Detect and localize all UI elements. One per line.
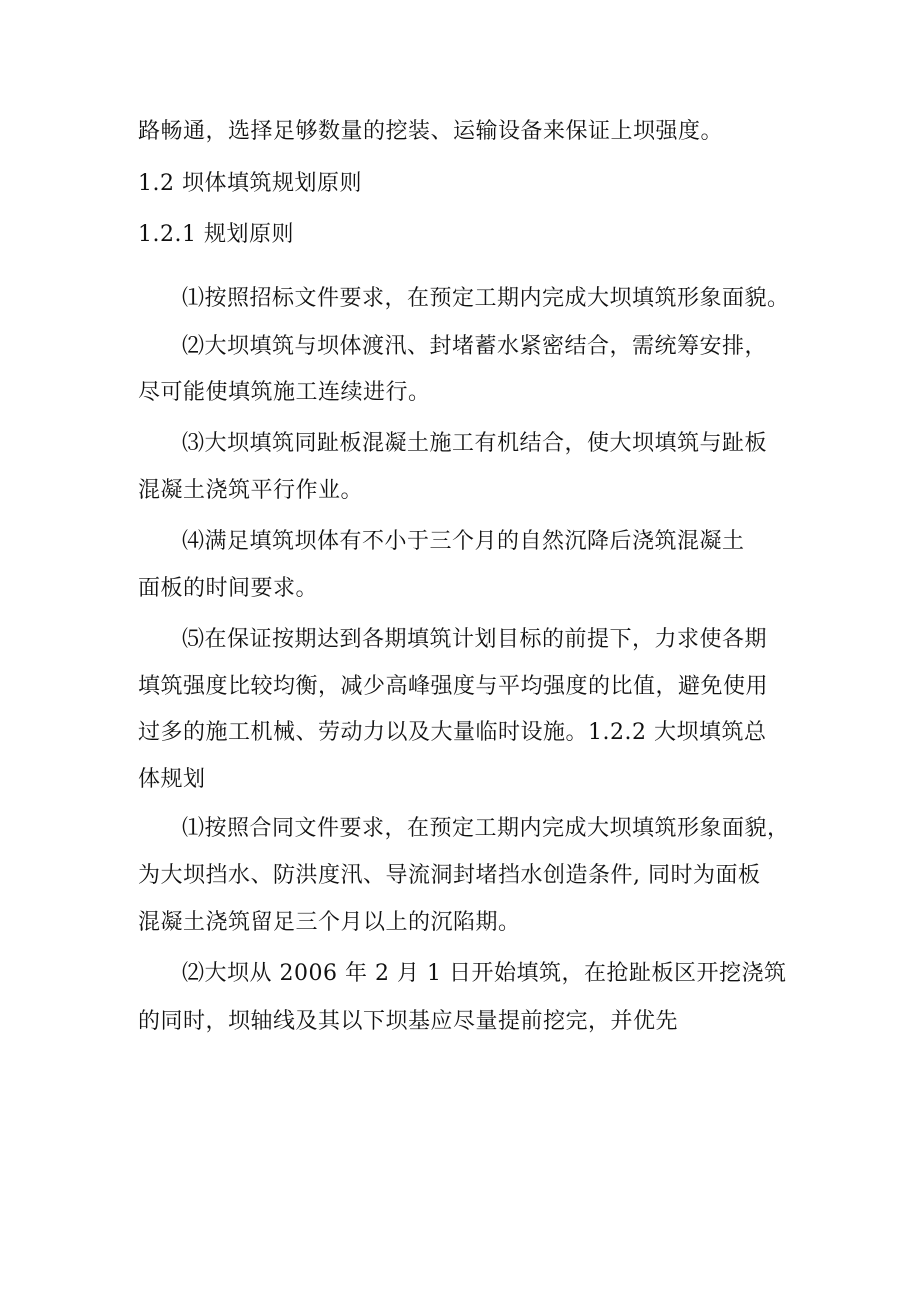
text-line-13: 过多的施工机械、劳动力以及大量临时设施。1.2.2 大坝填筑总	[138, 720, 767, 745]
text-line-6: 尽可能使填筑施工连续进行。	[138, 380, 431, 405]
text-line-17: 混凝土浇筑留足三个月以上的沉陷期。	[138, 910, 521, 935]
text-line-8: 混凝土浇筑平行作业。	[138, 478, 364, 503]
text-line-18: ⑵大坝从 2006 年 2 月 1 日开始填筑，在抢趾板区开挖浇筑	[182, 961, 787, 986]
text-line-10: 面板的时间要求。	[138, 576, 319, 601]
text-line-14: 体规划	[138, 767, 206, 792]
section-heading-1-2: 1.2 坝体填筑规划原则	[138, 171, 362, 196]
section-heading-1-2-1: 1.2.1 规划原则	[138, 222, 294, 247]
text-line-5: ⑵大坝填筑与坝体渡汛、封堵蓄水紧密结合，需统筹安排，	[182, 334, 768, 359]
text-line-9: ⑷满足填筑坝体有不小于三个月的自然沉降后浇筑混凝土	[182, 529, 745, 554]
text-line-19: 的同时，坝轴线及其以下坝基应尽量提前挖完，并优先	[138, 1009, 679, 1034]
text-line-4: ⑴按照招标文件要求，在预定工期内完成大坝填筑形象面貌。	[182, 286, 790, 311]
text-line-11: ⑸在保证按期达到各期填筑计划目标的前提下，力求使各期	[182, 627, 768, 652]
text-line-15: ⑴按照合同文件要求，在预定工期内完成大坝填筑形象面貌，	[182, 816, 790, 841]
text-line-1: 路畅通，选择足够数量的挖装、运输设备来保证上坝强度。	[138, 119, 724, 144]
text-line-16: 为大坝挡水、防洪度汛、导流洞封堵挡水创造条件, 同时为面板	[138, 863, 761, 888]
text-line-12: 填筑强度比较均衡，减少高峰强度与平均强度的比值，避免使用	[138, 674, 769, 699]
text-line-7: ⑶大坝填筑同趾板混凝土施工有机结合，使大坝填筑与趾板	[182, 431, 768, 456]
